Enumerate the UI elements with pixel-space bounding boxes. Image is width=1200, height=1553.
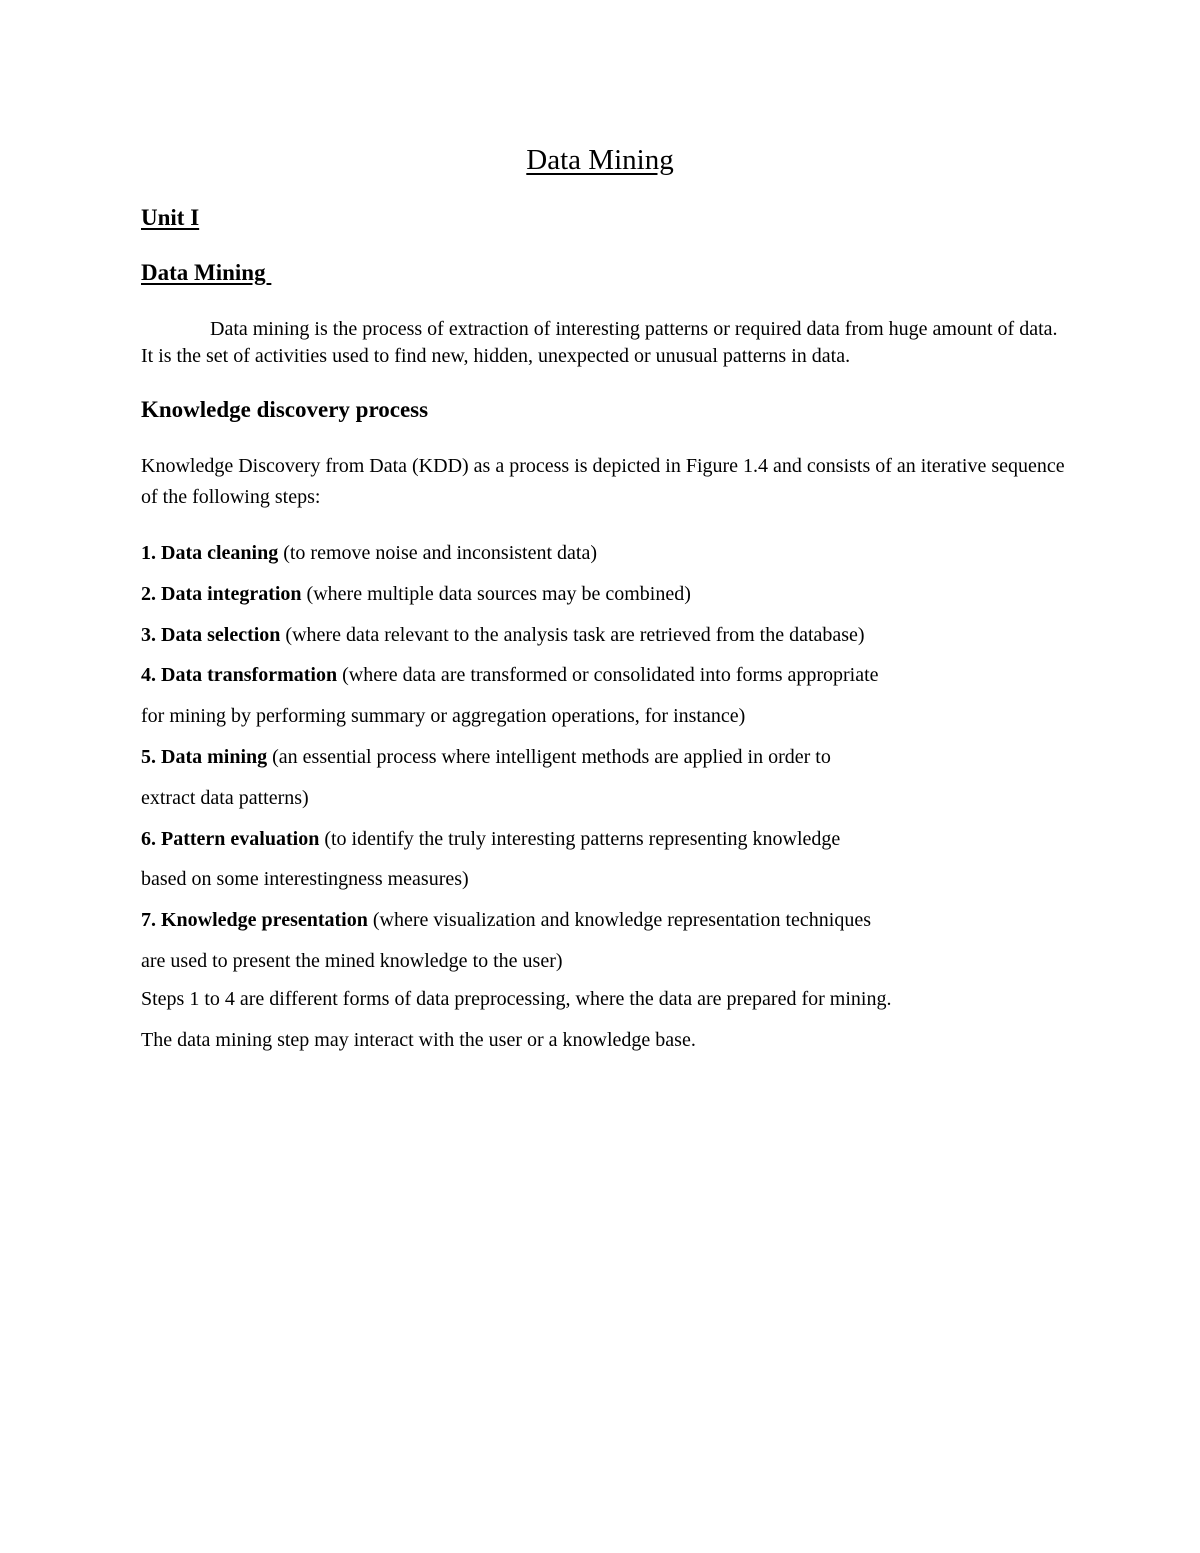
step-title: 6. Pattern evaluation [141,827,320,850]
step-description: extract data patterns) [141,786,309,809]
kdd-step-continuation [141,778,1066,819]
step-description: (where multiple data sources may be combined) [301,582,691,605]
step-description: (an essential process where intelligent methods are applied in order to [267,745,831,768]
step-title: 3. Data selection [141,623,281,646]
kdd-paragraph: Knowledge Discovery from Data (KDD) as a process is depicted in Figure 1.4 and consists of an iterative sequence of the following steps: [141,455,1065,508]
step-description: based on some interestingness measures) [141,868,469,891]
step-description: (where data are transformed or consolidated into forms appropriate [337,664,879,687]
section-heading-data-mining: Data Mining [141,260,272,285]
step-description: (to identify the truly interesting patterns representing knowledge [319,827,841,850]
step-title: 5. Data mining [141,745,268,768]
step-description: for mining by performing summary or aggregation operations, for instance) [141,705,746,728]
kdd-step [141,615,1066,656]
step-title: 2. Data integration [141,582,302,605]
kdd-step [141,533,1066,574]
kdd-step [141,737,1066,778]
kdd-step-continuation [141,941,1066,982]
step-title: 4. Data transformation [141,664,338,687]
section-heading-kdd: Knowledge discovery process [141,397,429,422]
kdd-step-continuation [141,696,1066,737]
step-description: (where data relevant to the analysis task are retrieved from the database) [280,623,865,646]
kdd-step [141,655,1066,696]
unit-heading: Unit I [141,205,200,230]
closing-line: The data mining step may interact with the user or a knowledge base. [141,1028,696,1051]
kdd-step [141,900,1066,941]
closing-paragraph [141,979,1066,1061]
step-title: 7. Knowledge presentation [141,909,368,932]
document-title: Data Mining [526,144,674,176]
step-description: (to remove noise and inconsistent data) [278,542,598,564]
closing-line: Steps 1 to 4 are different forms of data preprocessing, where the data are prepared for mining. [141,988,892,1010]
intro-paragraph: Data mining is the process of extraction of interesting patterns or required data from huge amount of data. It is the set of activities used to find new, hidden, unexpected or unusual patterns in data. [141,318,1058,367]
kdd-step-continuation [141,859,1066,900]
kdd-step [141,574,1066,615]
kdd-steps-list [141,533,1066,982]
step-description: are used to present the mined knowledge to the user) [141,949,563,972]
kdd-step [141,819,1066,860]
step-title: 1. Data cleaning [141,542,279,564]
step-description: (where visualization and knowledge representation techniques [367,909,872,932]
